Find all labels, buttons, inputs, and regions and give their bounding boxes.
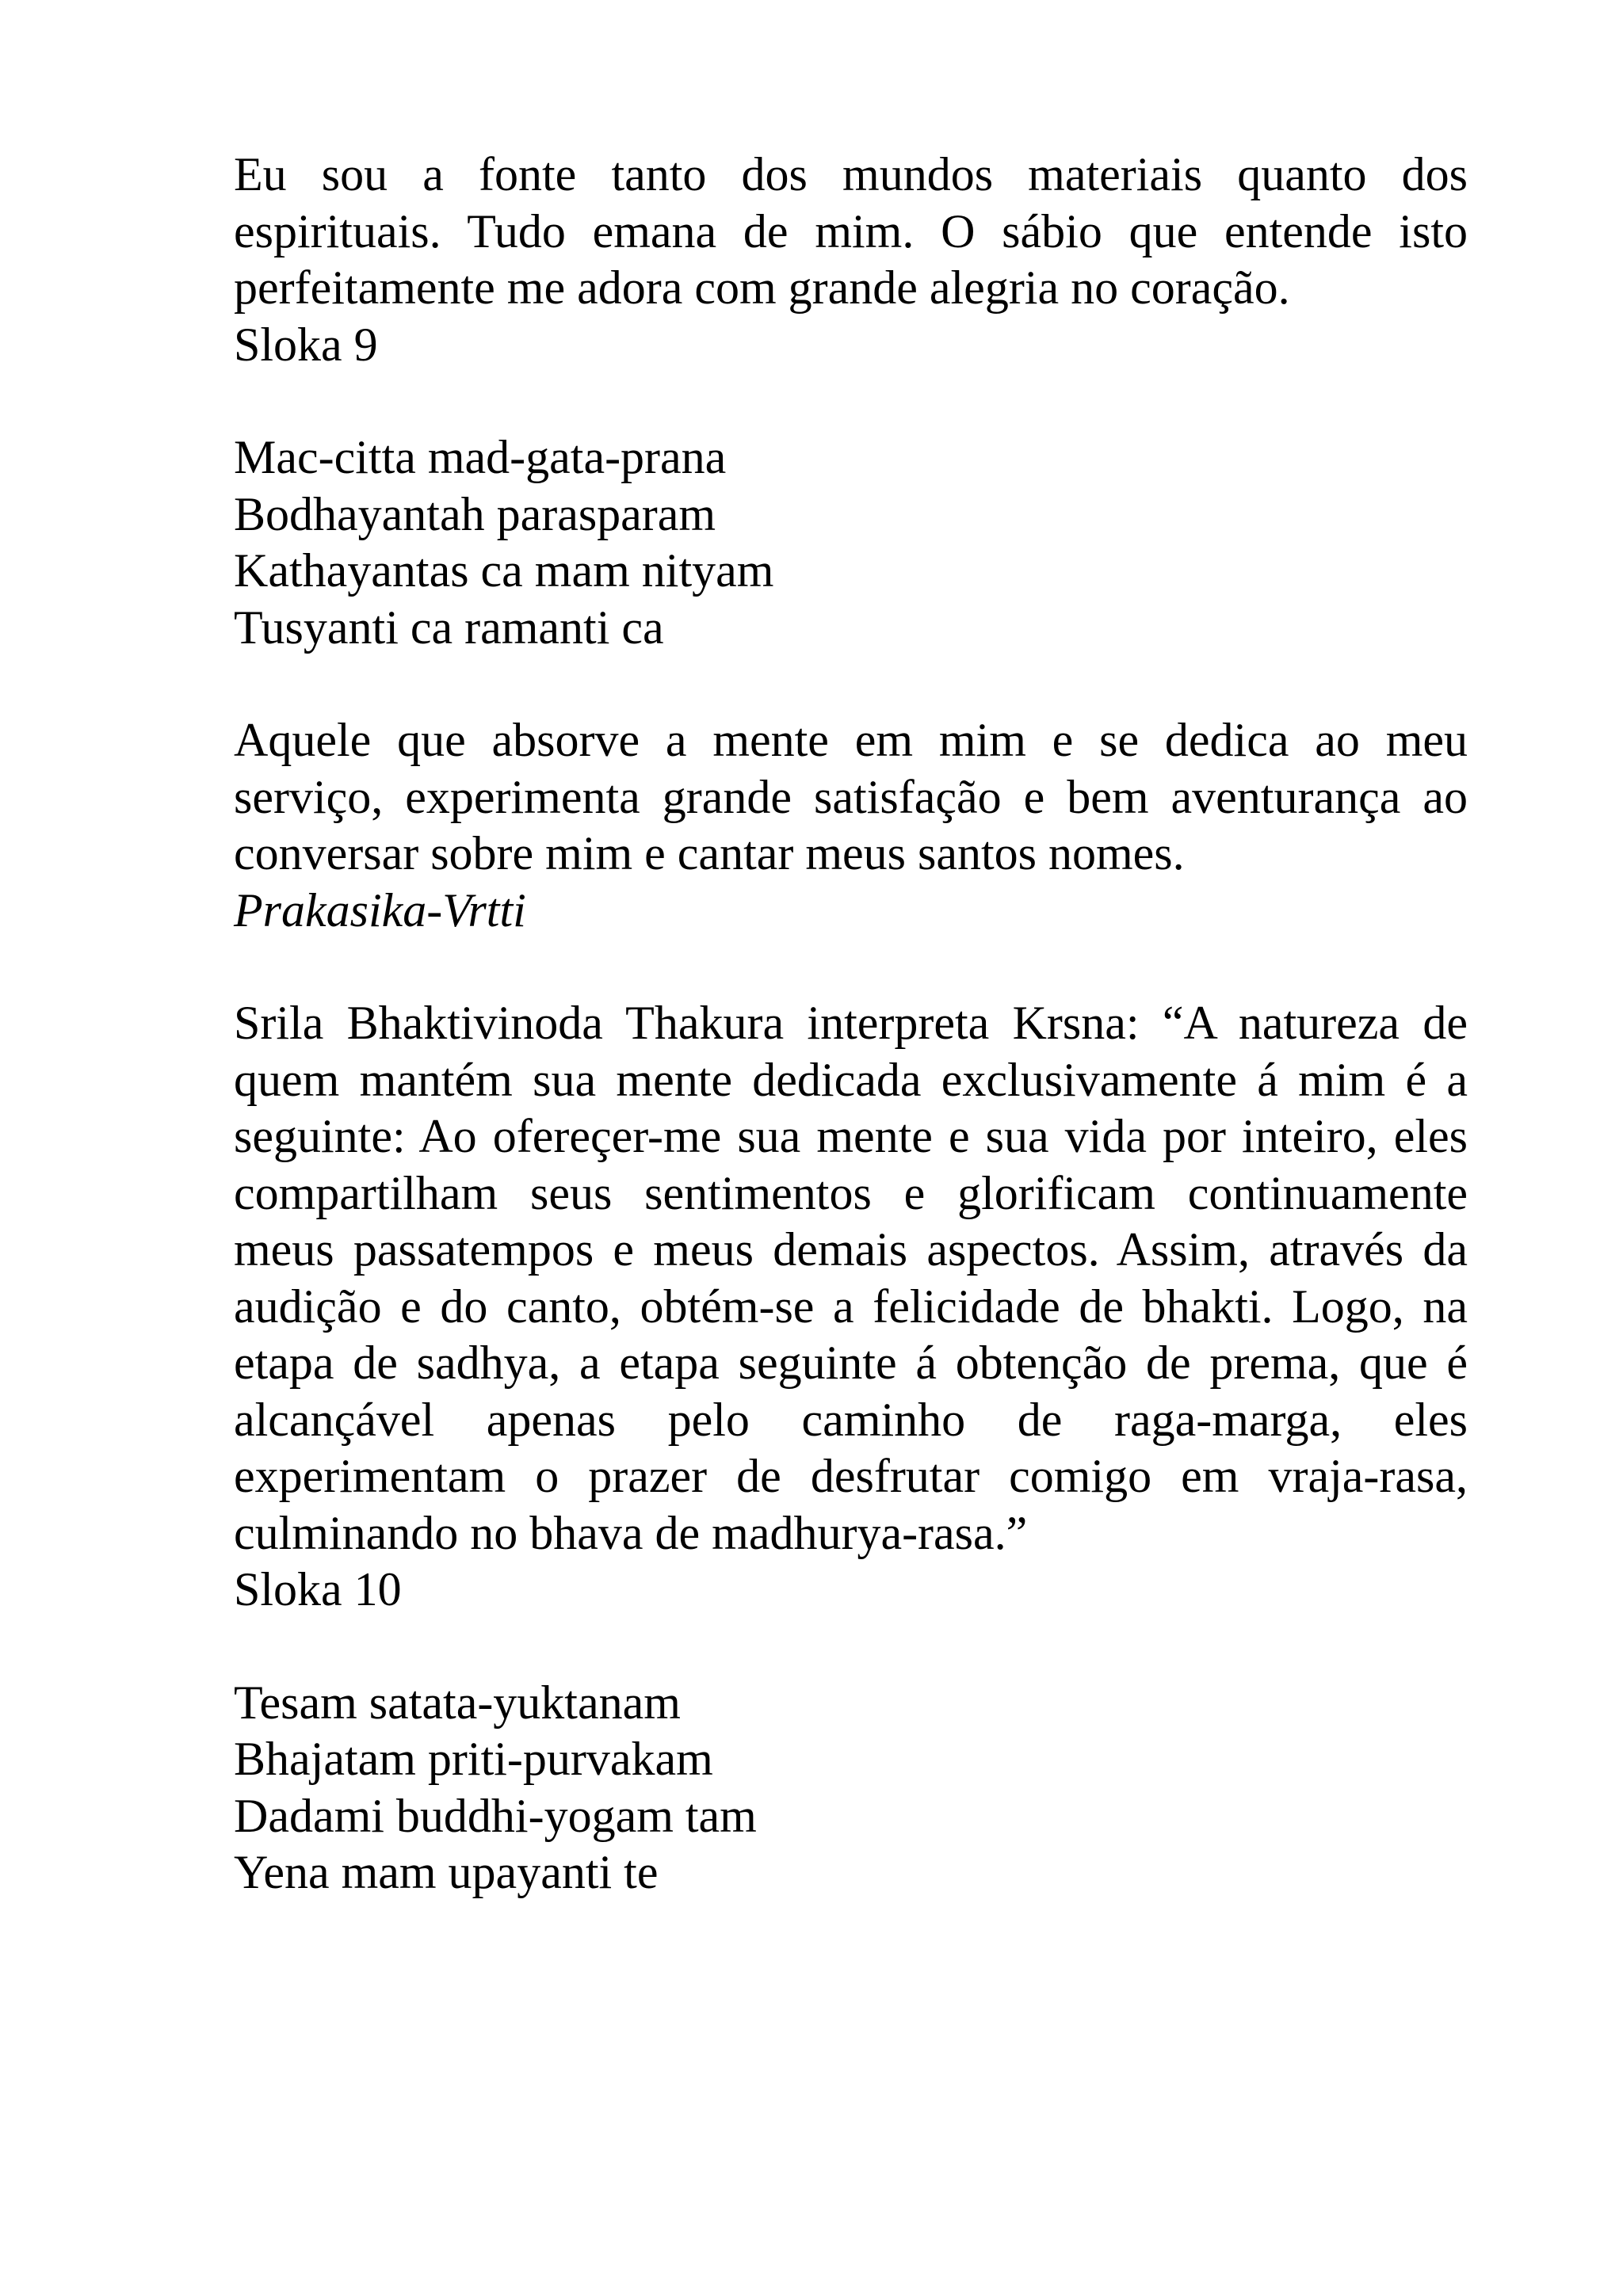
- verse-line: Yena mam upayanti te: [234, 1846, 659, 1898]
- verse-line: Tesam satata-yuktanam: [234, 1676, 681, 1729]
- commentary-heading: Prakasika-Vrtti: [234, 883, 526, 936]
- verse-line: Bodhayantah parasparam: [234, 487, 716, 540]
- verse-line: Tusyanti ca ramanti ca: [234, 601, 664, 654]
- sloka-10-heading: Sloka 10: [234, 1563, 402, 1615]
- sloka-9-verse: [234, 429, 1468, 656]
- verse-line: Dadami buddhi-yogam tam: [234, 1789, 757, 1842]
- commentary-paragraph: Srila Bhaktivinoda Thakura interpreta Krsna: “A natureza de quem mantém sua mente dedicada exclusivamente á mim é a seguinte: Ao ofereçer-me sua mente e sua vida por inteiro, eles compartilham seus sentimentos e glorificam continuamente meus passatempos e meus demais aspectos. Assim, através da audição e do canto, obtém-se a felicidade de bhakti. Logo, na etapa de sadhya, a etapa seguinte á obtenção de prema, que é alcançável apenas pelo caminho de raga-marga, eles experimentam o prazer de desfrutar comigo em vraja-rasa, culminando no bhava de madhurya-rasa.”: [234, 997, 1468, 1559]
- document-page: [234, 147, 1468, 1901]
- sloka-9-translation: Aquele que absorve a mente em mim e se dedica ao meu serviço, experimenta grande satisfação e bem aventurança ao conversar sobre mim e cantar meus santos nomes.: [234, 714, 1468, 879]
- intro-paragraph: Eu sou a fonte tanto dos mundos materiais quanto dos espirituais. Tudo emana de mim. O sábio que entende isto perfeitamente me adora com grande alegria no coração.: [234, 148, 1468, 314]
- sloka-10-verse: [234, 1675, 1468, 1901]
- verse-line: Bhajatam priti-purvakam: [234, 1733, 713, 1785]
- verse-line: Kathayantas ca mam nityam: [234, 544, 774, 597]
- verse-line: Mac-citta mad-gata-prana: [234, 431, 727, 483]
- sloka-9-heading: Sloka 9: [234, 318, 378, 371]
